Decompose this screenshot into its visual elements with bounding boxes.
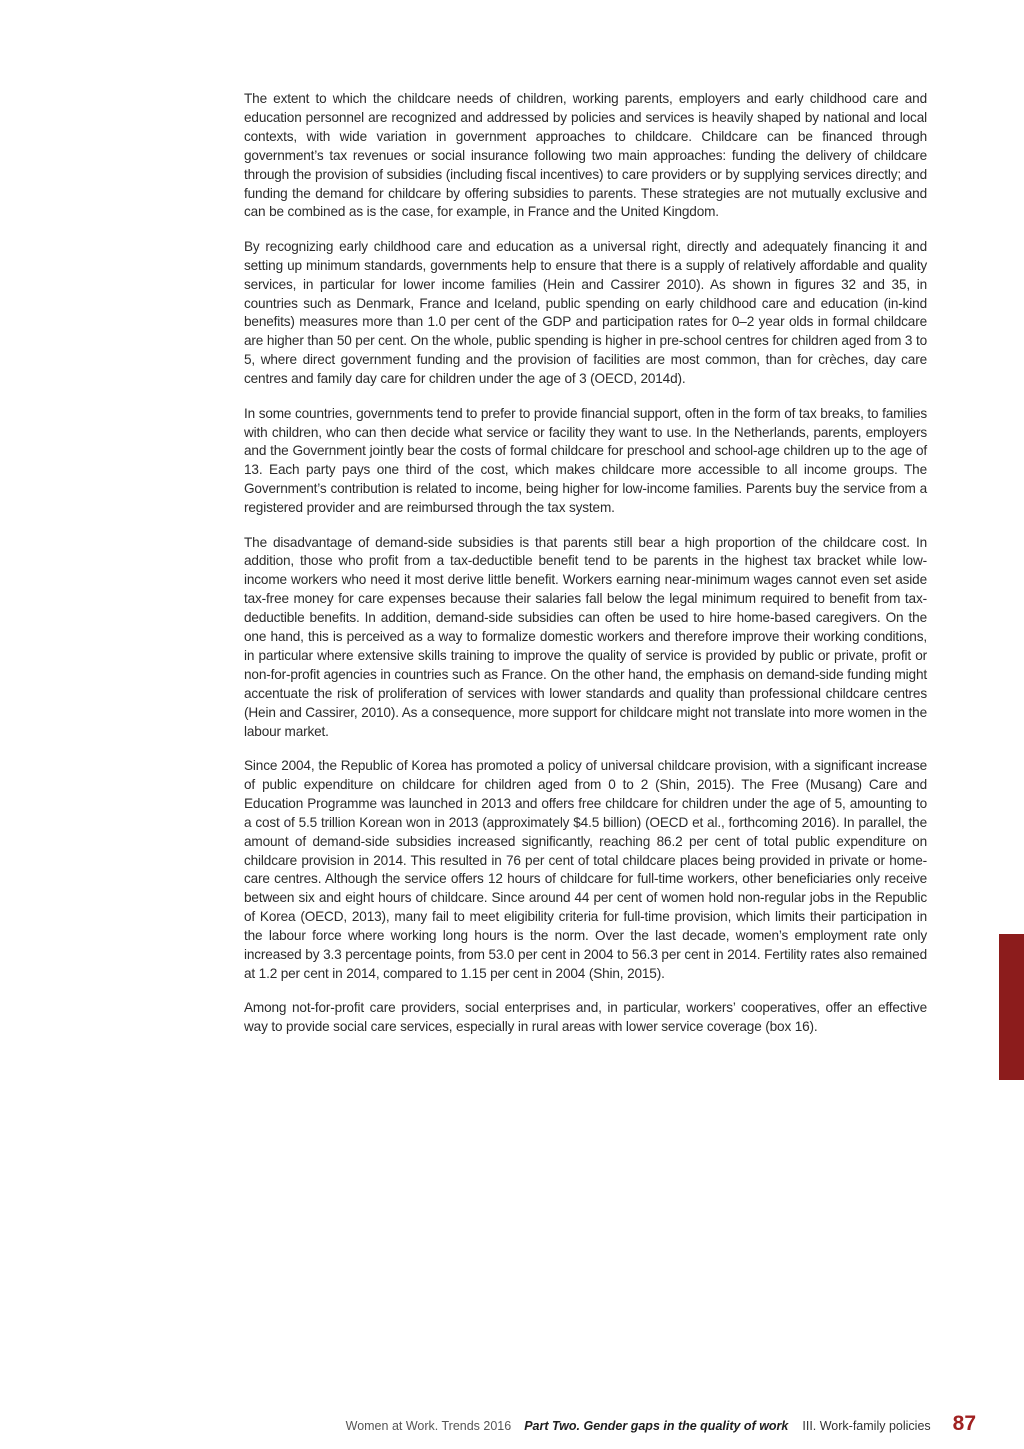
paragraph: The extent to which the childcare needs of children, working parents, employers and early childhood care and education personnel are recognized and addressed by policies and services is heavily shaped by national and local contexts, with wide variation in government approaches to childcare. Childcare can be financed through government’s tax revenues or social insurance following two main approaches: funding the delivery of childcare through the provision of subsidies (including fiscal incentives) to care providers or by supplying services directly; and funding the demand for childcare by offering subsidies to parents. These strategies are not mutually exclusive and can be combined as is the case, for example, in France and the United Kingdom. bbox=[244, 91, 927, 220]
footer-publication-title: Women at Work. Trends 2016 bbox=[345, 1419, 512, 1433]
footer-running-head bbox=[346, 1412, 976, 1436]
paragraph: In some countries, governments tend to prefer to provide financial support, often in the form of tax breaks, to families with children, who can then decide what service or facility they want to use. In the Netherlands, parents, employers and the Government jointly bear the costs of formal childcare for preschool and school-age children up to the age of 13. Each party pays one third of the cost, which makes childcare more accessible to all income groups. The Government’s contribution is related to income, being higher for low-income families. Parents buy the service from a registered provider and are reimbursed through the tax system. bbox=[244, 405, 927, 516]
chapter-side-tab bbox=[999, 934, 1024, 1080]
paragraph: Since 2004, the Republic of Korea has promoted a policy of universal childcare provision, with a significant increase of public expenditure on childcare for children aged from 0 to 2 (Shin, 2015). The Free (Musang) Care and Education Programme was launched in 2013 and offers free childcare for children under the age of 5, amounting to a cost of 5.5 trillion Korean won in 2013 (approximately $4.5 billion) (OECD et al., forthcoming 2016). In parallel, the amount of demand-side subsidies increased significantly, reaching 86.2 per cent of total public expenditure on childcare provision in 2014. This resulted in 76 per cent of total childcare places being provided in private or home-care centres. Although the service offers 12 hours of childcare for full-time workers, other beneficiaries only receive between six and eight hours of childcare. Since around 44 per cent of women hold non-regular jobs in the Republic of Korea (OECD, 2013), many fail to meet eligibility criteria for full-time provision, which limits their participation in the labour force where working long hours is the norm. Over the last decade, women’s employment rate only increased by 3.3 percentage points, from 53.0 per cent in 2004 to 56.3 per cent in 2014. Fertility rates also remained at 1.2 per cent in 2014, compared to 1.15 per cent in 2004 (Shin, 2015). bbox=[244, 758, 927, 981]
page-number: 87 bbox=[952, 1412, 976, 1435]
paragraph: The disadvantage of demand-side subsidies is that parents still bear a high proportion of the childcare cost. In addition, those who profit from a tax-deductible benefit tend to be parents in the highest tax bracket while low-income workers who need it most derive little benefit. Workers earning near-minimum wages cannot even set aside tax-free money for care expenses because their salaries fall below the legal minimum required to benefit from tax-deductible benefits. In addition, demand-side subsidies can often be used to hire home-based caregivers. On the one hand, this is perceived as a way to formalize domestic workers and therefore improve their working conditions, in particular where extensive skills training to improve the quality of service is provided by public or private, profit or non-for-profit agencies in countries such as France. On the other hand, the emphasis on demand-side funding might accentuate the risk of proliferation of services with lower standards and quality than professional childcare centres (Hein and Cassirer, 2010). As a consequence, more support for childcare might not translate into more women in the labour market. bbox=[244, 534, 927, 739]
footer-part-title: Part Two. Gender gaps in the quality of work bbox=[524, 1419, 789, 1433]
paragraph: Among not-for-profit care providers, social enterprises and, in particular, workers’ cooperatives, offer an effective way to provide social care services, especially in rural areas with lower service coverage (box 16). bbox=[244, 1000, 927, 1035]
body-text bbox=[244, 90, 927, 1053]
footer-chapter-title: III. Work-family policies bbox=[802, 1419, 931, 1433]
paragraph: By recognizing early childhood care and education as a universal right, directly and adequately financing it and setting up minimum standards, governments help to ensure that there is a supply of relatively affordable and quality services, in particular for lower income families (Hein and Cassirer 2010). As shown in figures 32 and 35, in countries such as Denmark, France and Iceland, public spending on early childhood care and education (in-kind benefits) measures more than 1.0 per cent of the GDP and participation rates for 0–2 year olds in formal childcare are higher than 50 per cent. On the whole, public spending is higher in pre-school centres for children aged from 3 to 5, where direct government funding and the provision of facilities are most common, than for crèches, day care centres and family day care for children under the age of 3 (OECD, 2014d). bbox=[244, 238, 927, 387]
